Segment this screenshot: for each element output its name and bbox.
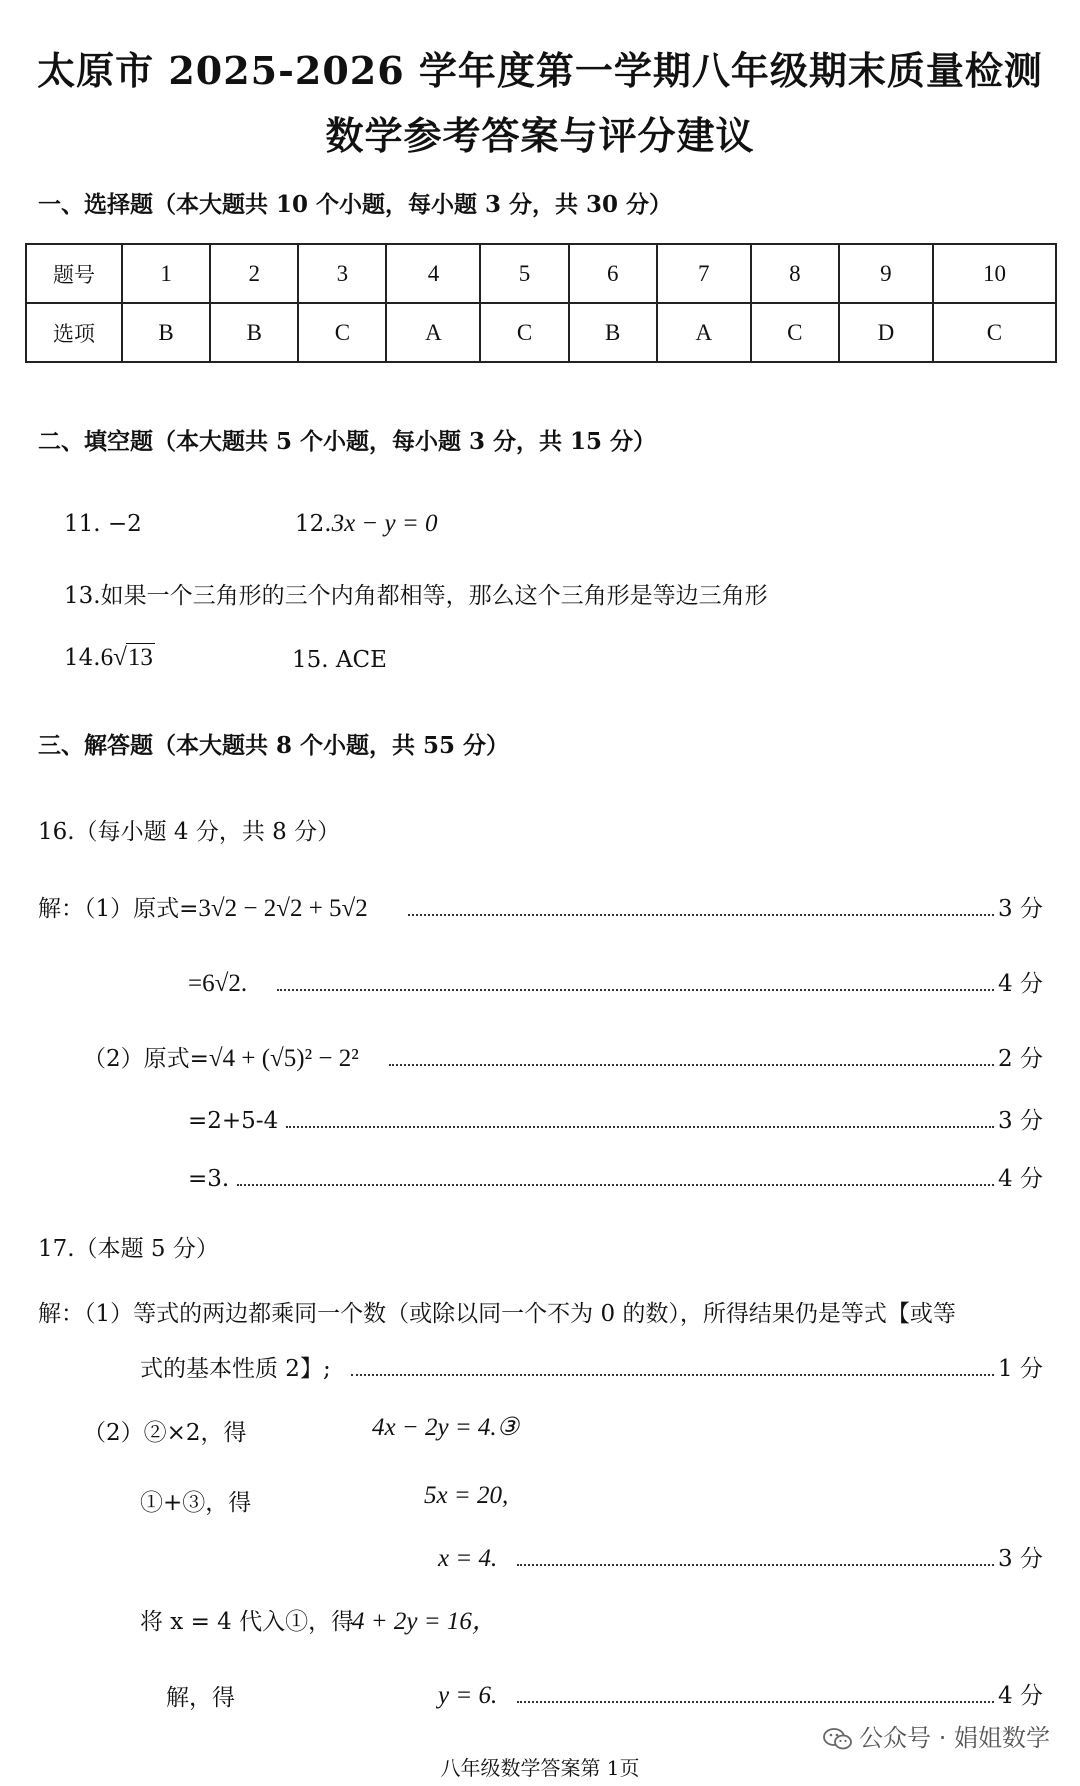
table-cell: 10 <box>933 244 1056 303</box>
table-row-header: 题号 <box>26 244 122 303</box>
table-cell: 5 <box>480 244 568 303</box>
table-row-answers <box>26 303 1056 362</box>
table-cell: 7 <box>657 244 751 303</box>
score-label: 4 分 <box>998 1683 1043 1709</box>
q17-header: 17.（本题 5 分） <box>38 1236 219 1262</box>
q17-p1-line2-text: 式的基本性质 2】; <box>140 1356 331 1382</box>
q17-p1-line1: 解：（1）等式的两边都乘同一个数（或除以同一个不为 0 的数），所得结果仍是等式【或等 <box>38 1301 956 1327</box>
q17-step3-expr: x = 4. <box>438 1545 498 1572</box>
table-cell: 4 <box>386 244 480 303</box>
q17-step4-expr: 4 + 2y = 16， <box>352 1608 497 1635</box>
q16-p2-line1 <box>83 1040 1043 1073</box>
q17-step4-label: 将 x = 4 代入①，得 <box>140 1609 355 1635</box>
q17-step5 <box>438 1677 1043 1710</box>
answer-15: 15. ACE <box>292 647 387 673</box>
table-cell: 6 <box>569 244 657 303</box>
q17-step5-expr: y = 6. <box>438 1682 498 1709</box>
dotted-leader <box>408 914 994 916</box>
table-cell: 3 <box>298 244 386 303</box>
table-cell: C <box>298 303 386 362</box>
answer-11: 11. −2 <box>64 511 142 537</box>
table-cell: A <box>657 303 751 362</box>
table-cell: C <box>751 303 839 362</box>
answer-14: 14.6√13 <box>64 644 153 671</box>
dotted-leader <box>517 1701 994 1703</box>
q17-step1-label: （2）②×2，得 <box>83 1420 247 1446</box>
page-title: 太原市 2025-2026 学年度第一学期八年级期末质量检测 <box>37 48 1043 93</box>
section3-heading: 三、解答题（本大题共 8 个小题，共 55 分） <box>38 732 510 759</box>
dotted-leader <box>517 1564 994 1566</box>
table-cell: B <box>569 303 657 362</box>
q16-p2-line3-expr: =3. <box>188 1166 230 1192</box>
table-cell: A <box>386 303 480 362</box>
watermark <box>823 1718 1050 1753</box>
q17-step2-expr: 5x = 20, <box>424 1482 509 1509</box>
page-subtitle: 数学参考答案与评分建议 <box>325 113 755 158</box>
score-label: 3 分 <box>998 896 1043 922</box>
table-cell: B <box>210 303 298 362</box>
answer-table <box>25 243 1057 363</box>
q16-header: 16.（每小题 4 分，共 8 分） <box>38 819 341 845</box>
section2-heading: 二、填空题（本大题共 5 个小题，每小题 3 分，共 15 分） <box>38 428 657 455</box>
score-label: 4 分 <box>998 971 1043 997</box>
answer-14-radicand: 13 <box>127 644 153 671</box>
q16-p1-line1-expr: 3√2 − 2√2 + 5√2 <box>198 895 368 922</box>
q17-step1-expr: 4x − 2y = 4.③ <box>372 1414 520 1441</box>
section1-heading: 一、选择题（本大题共 10 个小题，每小题 3 分，共 30 分） <box>38 191 673 218</box>
table-cell: C <box>480 303 568 362</box>
table-row-numbers <box>26 244 1056 303</box>
dotted-leader <box>286 1126 994 1128</box>
watermark-text: 公众号 · 娟姐数学 <box>859 1724 1050 1752</box>
table-row-header: 选项 <box>26 303 122 362</box>
q17-p1-line2 <box>140 1350 1043 1383</box>
table-cell: 2 <box>210 244 298 303</box>
answer-12 <box>295 510 438 538</box>
q16-p2-line2-expr: =2+5-4 <box>188 1108 279 1134</box>
wechat-icon <box>823 1727 853 1751</box>
score-label: 1 分 <box>998 1356 1043 1382</box>
answer-14-label: 14. <box>64 645 101 671</box>
answer-13: 13.如果一个三角形的三个内角都相等，那么这个三角形是等边三角形 <box>64 583 768 609</box>
q16-p1-line2-expr: =6√2. <box>188 970 248 997</box>
q16-p2-prefix: （2）原式= <box>83 1046 209 1072</box>
table-cell: C <box>933 303 1056 362</box>
answer-14-coef: 6 <box>100 644 114 671</box>
table-cell: 1 <box>122 244 210 303</box>
q16-p2-line3 <box>188 1160 1043 1193</box>
score-label: 2 分 <box>998 1046 1043 1072</box>
table-cell: B <box>122 303 210 362</box>
dotted-leader <box>237 1184 994 1186</box>
dotted-leader <box>277 989 994 991</box>
table-cell: 8 <box>751 244 839 303</box>
q16-p1-prefix: 解：（1）原式= <box>38 896 199 922</box>
table-cell: 9 <box>839 244 933 303</box>
dotted-leader <box>389 1064 994 1066</box>
q16-p2-line2 <box>188 1102 1043 1135</box>
q16-p2-line1-expr: √4 + (√5)² − 2² <box>208 1045 359 1072</box>
q17-step3 <box>438 1540 1043 1573</box>
answer-12-expr: 3x − y = 0 <box>331 510 438 537</box>
dotted-leader <box>351 1374 994 1376</box>
table-cell: D <box>839 303 933 362</box>
answer-12-label: 12. <box>295 511 332 537</box>
page-footer: 八年级数学答案第 1页 <box>440 1756 640 1780</box>
q16-p1-line1 <box>38 890 1043 923</box>
q17-step2-label: ①+③，得 <box>140 1490 252 1516</box>
score-label: 3 分 <box>998 1108 1043 1134</box>
q16-p1-line2 <box>188 965 1043 998</box>
score-label: 3 分 <box>998 1546 1043 1572</box>
score-label: 4 分 <box>998 1166 1043 1192</box>
q17-step5-label: 解，得 <box>166 1685 235 1711</box>
